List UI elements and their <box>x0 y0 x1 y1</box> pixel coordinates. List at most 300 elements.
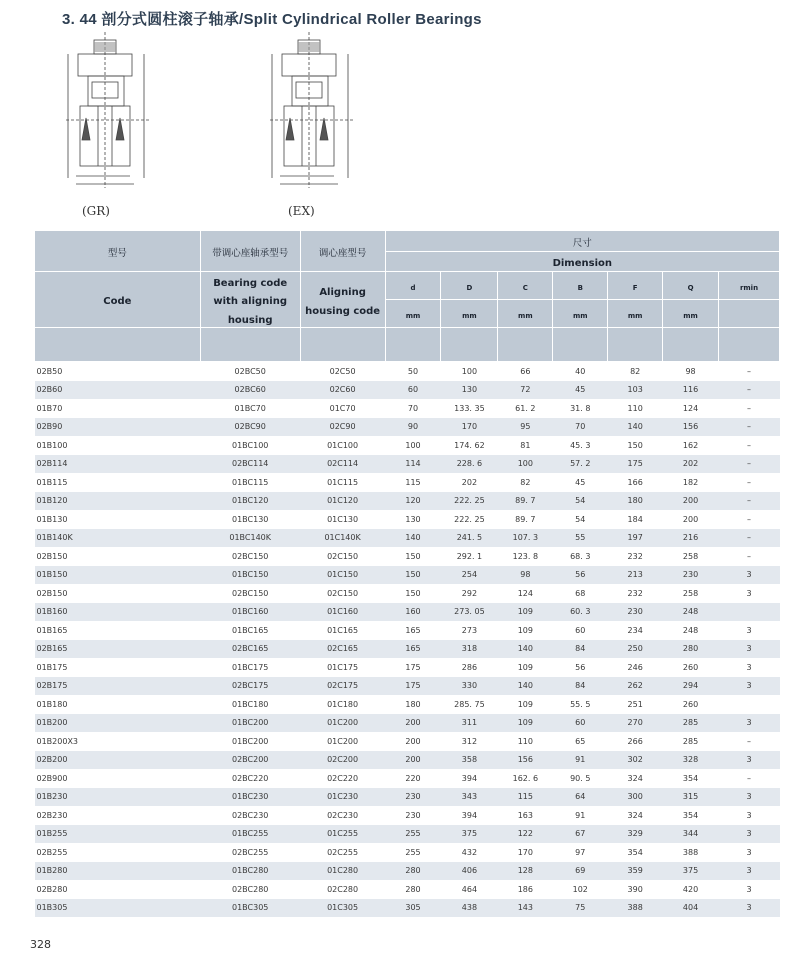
cell-F: 324 <box>627 773 643 783</box>
cell-D: 375 <box>441 825 498 844</box>
cell-bearing-code: 02BC90 <box>200 418 300 437</box>
cell-C: 89. 7 <box>515 514 536 524</box>
cell-rmin: – <box>719 381 780 400</box>
cell-housing-code: 02C150 <box>327 588 359 598</box>
table-row <box>35 714 780 733</box>
cell-D: 273. 05 <box>441 603 498 622</box>
cell-F: 213 <box>608 566 663 585</box>
cell-B: 31. 8 <box>570 403 591 413</box>
cell-bearing-code: 02BC200 <box>200 751 300 770</box>
cell-d: 305 <box>385 899 441 918</box>
cell-code: 01B255 <box>35 825 201 844</box>
cell-housing-code: 01C115 <box>327 477 359 487</box>
cell-Q: 200 <box>682 514 699 524</box>
cell-C: 109 <box>498 603 553 622</box>
cell-code: 01B175 <box>36 662 68 672</box>
cell-bearing-code: 02BC50 <box>234 366 266 376</box>
cell-C: 110 <box>517 736 533 746</box>
page-number: 328 <box>30 938 51 951</box>
cell-rmin: 3 <box>746 810 752 820</box>
cell-d: 280 <box>385 862 441 881</box>
table-row <box>35 843 780 862</box>
diagram-label-gr: (GR) <box>82 204 110 218</box>
cell-C: 72 <box>498 381 553 400</box>
cell-F: 270 <box>608 714 663 733</box>
cell-housing-code: 01C160 <box>300 603 385 622</box>
cell-Q: 182 <box>682 477 699 487</box>
cell-D: 174. 62 <box>454 440 485 450</box>
cell-d: 200 <box>385 751 441 770</box>
cell-B: 60 <box>553 714 608 733</box>
cell-d: 180 <box>405 699 421 709</box>
cell-B: 70 <box>553 418 608 437</box>
cell-bearing-code: 02BC220 <box>232 773 269 783</box>
table-row <box>35 584 780 603</box>
cell-F: 354 <box>627 847 643 857</box>
cell-d: 130 <box>405 514 421 524</box>
cell-rmin: – <box>719 492 780 511</box>
cell-F: 302 <box>608 751 663 770</box>
cell-bearing-code: 01BC280 <box>200 862 300 881</box>
cell-rmin: 3 <box>719 714 780 733</box>
cell-bearing-code: 01BC180 <box>232 699 269 709</box>
cell-code: 01B120 <box>35 492 201 511</box>
header-unit-rmin <box>719 300 780 328</box>
cell-F: 103 <box>608 381 663 400</box>
cell-B: 54 <box>553 492 608 511</box>
cell-bearing-code: 01BC305 <box>200 899 300 918</box>
table-row <box>35 806 780 825</box>
cell-code: 02B150 <box>36 551 68 561</box>
header-spacer <box>35 328 201 362</box>
cell-bearing-code: 01BC70 <box>234 403 266 413</box>
cell-rmin: – <box>747 736 751 746</box>
cell-Q: 344 <box>663 825 719 844</box>
cell-B: 45 <box>575 477 586 487</box>
cell-code: 02B230 <box>36 810 68 820</box>
cell-B: 67 <box>553 825 608 844</box>
cell-housing-code: 01C130 <box>327 514 359 524</box>
cell-D: 330 <box>441 677 498 696</box>
cell-F: 266 <box>627 736 643 746</box>
cell-housing-code: 01C150 <box>300 566 385 585</box>
cell-housing-code: 01C200 <box>300 714 385 733</box>
cell-code: 01B115 <box>36 477 68 487</box>
cell-F: 166 <box>627 477 643 487</box>
cell-code: 01B200X3 <box>36 736 79 746</box>
cell-rmin: 3 <box>746 847 752 857</box>
cell-B: 102 <box>572 884 588 894</box>
cell-rmin: 3 <box>719 788 780 807</box>
cell-code: 01B200 <box>35 714 201 733</box>
table-row <box>35 658 780 677</box>
cell-F: 232 <box>627 588 643 598</box>
table-row <box>35 436 780 455</box>
table-row <box>35 547 780 566</box>
table-row <box>35 473 780 492</box>
cell-F: 251 <box>627 699 643 709</box>
cell-F: 234 <box>627 625 643 635</box>
cell-Q: 124 <box>682 403 699 413</box>
cell-d: 140 <box>385 529 441 548</box>
cell-rmin: – <box>747 403 751 413</box>
header-col-rmin: rmin <box>719 272 780 300</box>
cell-Q: 260 <box>682 699 699 709</box>
cell-B: 55. 5 <box>570 699 591 709</box>
header-col-B: B <box>553 272 608 300</box>
cell-F: 262 <box>608 677 663 696</box>
cell-Q: 162 <box>682 440 699 450</box>
cell-d: 150 <box>405 551 421 561</box>
cell-d: 150 <box>405 588 421 598</box>
cell-Q: 258 <box>682 551 699 561</box>
cell-D: 438 <box>441 899 498 918</box>
cell-Q: 260 <box>682 662 699 672</box>
table-row <box>35 880 780 899</box>
cell-B: 45. 3 <box>570 440 591 450</box>
cell-Q: 375 <box>663 862 719 881</box>
cell-F: 197 <box>608 529 663 548</box>
cell-code: 02B90 <box>35 418 201 437</box>
cell-B: 90. 5 <box>570 773 591 783</box>
cell-D: 170 <box>441 418 498 437</box>
cell-d: 114 <box>385 455 441 474</box>
table-row <box>35 603 780 622</box>
cell-B: 56 <box>575 662 586 672</box>
cell-C: 170 <box>517 847 533 857</box>
cell-bearing-code: 02BC175 <box>200 677 300 696</box>
table-row <box>35 788 780 807</box>
cell-rmin: – <box>747 440 751 450</box>
cell-Q: 354 <box>682 810 699 820</box>
table-row <box>35 751 780 770</box>
cell-B: 68 <box>575 588 586 598</box>
cell-code: 01B70 <box>36 403 63 413</box>
cell-d: 60 <box>385 381 441 400</box>
cell-F: 359 <box>608 862 663 881</box>
header-unit-D: mm <box>441 300 498 328</box>
cell-housing-code: 01C255 <box>300 825 385 844</box>
cell-code: 02B50 <box>36 366 63 376</box>
cell-F: 250 <box>608 640 663 659</box>
cell-Q: 328 <box>663 751 719 770</box>
cell-D: 286 <box>461 662 478 672</box>
cell-bearing-code: 02BC230 <box>232 810 269 820</box>
cell-d: 50 <box>407 366 419 376</box>
cell-housing-code: 02C255 <box>327 847 359 857</box>
cell-Q: 116 <box>663 381 719 400</box>
cell-d: 120 <box>385 492 441 511</box>
cell-F: 300 <box>608 788 663 807</box>
cell-D: 318 <box>441 640 498 659</box>
cell-rmin: – <box>719 418 780 437</box>
cell-housing-code: 01C140K <box>300 529 385 548</box>
cell-F: 150 <box>627 440 643 450</box>
header-code-cn: 型号 <box>35 231 201 272</box>
table-row <box>35 418 780 437</box>
page-title: 3. 44 剖分式圆柱滚子轴承/Split Cylindrical Roller Bearings <box>62 11 482 28</box>
cell-D: 133. 35 <box>454 403 485 413</box>
cell-bearing-code: 01BC115 <box>232 477 269 487</box>
cell-D: 311 <box>441 714 498 733</box>
cell-Q: 294 <box>663 677 719 696</box>
cell-F: 232 <box>627 551 643 561</box>
cell-rmin <box>719 603 780 622</box>
cell-d: 280 <box>405 884 421 894</box>
cell-code: 01B180 <box>36 699 68 709</box>
cell-bearing-code: 01BC255 <box>200 825 300 844</box>
cell-F: 388 <box>608 899 663 918</box>
cell-bearing-code: 01BC120 <box>200 492 300 511</box>
cell-housing-code: 02C280 <box>327 884 359 894</box>
table-row <box>35 399 780 418</box>
cell-d: 165 <box>385 640 441 659</box>
cell-bearing-code: 02BC60 <box>200 381 300 400</box>
cell-d: 230 <box>405 810 421 820</box>
cell-C: 143 <box>498 899 553 918</box>
cell-C: 109 <box>517 699 533 709</box>
cell-D: 358 <box>441 751 498 770</box>
cell-Q: 98 <box>685 366 696 376</box>
cell-Q: 156 <box>663 418 719 437</box>
cell-D: 202 <box>461 477 478 487</box>
cell-C: 156 <box>498 751 553 770</box>
header-bearing-en: Bearing code with aligning housing <box>200 272 300 328</box>
cell-D: 285. 75 <box>454 699 485 709</box>
header-code-en: Code <box>35 272 201 328</box>
header-housing-en: Aligning housing code <box>300 272 385 328</box>
cell-rmin: 3 <box>719 640 780 659</box>
cell-rmin: 3 <box>719 825 780 844</box>
cell-d: 165 <box>405 625 421 635</box>
header-col-d: d <box>385 272 441 300</box>
cell-housing-code: 02C90 <box>300 418 385 437</box>
cell-B: 69 <box>553 862 608 881</box>
cell-d: 255 <box>405 847 421 857</box>
cell-C: 95 <box>498 418 553 437</box>
cell-bearing-code: 01BC130 <box>232 514 269 524</box>
table-row <box>35 566 780 585</box>
cell-Q: 248 <box>663 603 719 622</box>
cell-Q: 354 <box>682 773 699 783</box>
cell-rmin: 3 <box>719 566 780 585</box>
cell-Q: 230 <box>663 566 719 585</box>
cell-bearing-code: 01BC140K <box>200 529 300 548</box>
diagram-label-ex: (EX) <box>288 204 315 218</box>
header-unit-F: mm <box>608 300 663 328</box>
header-unit-B: mm <box>553 300 608 328</box>
cell-D: 130 <box>441 381 498 400</box>
cell-C: 100 <box>498 455 553 474</box>
cell-B: 65 <box>575 736 586 746</box>
cell-rmin <box>719 695 780 714</box>
cell-D: 292 <box>461 588 478 598</box>
cell-code: 01B100 <box>36 440 68 450</box>
cell-code: 01B160 <box>35 603 201 622</box>
cell-F: 175 <box>608 455 663 474</box>
cell-bearing-code: 02BC150 <box>232 588 269 598</box>
cell-B: 57. 2 <box>553 455 608 474</box>
cell-code: 01B140K <box>35 529 201 548</box>
cell-F: 180 <box>608 492 663 511</box>
cell-Q: 216 <box>663 529 719 548</box>
cell-rmin: 3 <box>746 884 752 894</box>
cell-housing-code: 01C280 <box>300 862 385 881</box>
header-col-D: D <box>441 272 498 300</box>
cell-bearing-code: 01BC200 <box>232 736 269 746</box>
cell-D: 343 <box>441 788 498 807</box>
cell-bearing-code: 01BC175 <box>232 662 269 672</box>
cell-B: 45 <box>553 381 608 400</box>
cell-housing-code: 02C165 <box>300 640 385 659</box>
cell-d: 160 <box>385 603 441 622</box>
header-col-C: C <box>498 272 553 300</box>
cell-rmin: 3 <box>746 662 752 672</box>
cell-housing-code: 02C60 <box>300 381 385 400</box>
cell-rmin: 3 <box>746 625 752 635</box>
cell-C: 82 <box>520 477 531 487</box>
cell-code: 01B230 <box>35 788 201 807</box>
cell-D: 292. 1 <box>456 551 483 561</box>
cell-bearing-code: 02BC150 <box>232 551 269 561</box>
header-unit-Q: mm <box>663 300 719 328</box>
cell-Q: 388 <box>682 847 699 857</box>
cell-d: 150 <box>385 566 441 585</box>
cell-C: 109 <box>517 625 533 635</box>
cell-D: 464 <box>461 884 478 894</box>
cell-B: 68. 3 <box>570 551 591 561</box>
cell-housing-code: 01C305 <box>300 899 385 918</box>
cell-housing-code: 01C200 <box>327 736 359 746</box>
cell-housing-code: 01C180 <box>327 699 359 709</box>
cell-d: 175 <box>385 677 441 696</box>
cell-D: 228. 6 <box>441 455 498 474</box>
cell-housing-code: 02C220 <box>327 773 359 783</box>
cell-D: 273 <box>461 625 478 635</box>
cell-Q: 258 <box>682 588 699 598</box>
cell-code: 02B150 <box>36 588 68 598</box>
cell-Q: 420 <box>682 884 699 894</box>
header-bearing-cn: 带调心座轴承型号 <box>200 231 300 272</box>
cell-Q: 202 <box>663 455 719 474</box>
cell-C: 124 <box>517 588 533 598</box>
header-dimension-en: Dimension <box>385 251 779 272</box>
cell-C: 128 <box>498 862 553 881</box>
cell-C: 98 <box>498 566 553 585</box>
cell-Q: 285 <box>663 714 719 733</box>
cell-housing-code: 01C175 <box>327 662 359 672</box>
cell-C: 66 <box>520 366 531 376</box>
cell-B: 84 <box>553 677 608 696</box>
cell-bearing-code: 02BC280 <box>232 884 269 894</box>
cell-F: 110 <box>627 403 643 413</box>
table-row <box>35 862 780 881</box>
cell-F: 82 <box>630 366 641 376</box>
cell-code: 01B130 <box>36 514 68 524</box>
cell-rmin: 3 <box>719 862 780 881</box>
cell-B: 40 <box>575 366 586 376</box>
table-row <box>35 529 780 548</box>
cell-B: 55 <box>553 529 608 548</box>
cell-C: 109 <box>498 714 553 733</box>
header-unit-d: mm <box>385 300 441 328</box>
cell-housing-code: 01C230 <box>300 788 385 807</box>
cell-C: 140 <box>498 640 553 659</box>
cell-B: 97 <box>575 847 586 857</box>
cell-code: 02B175 <box>35 677 201 696</box>
cell-code: 02B200 <box>35 751 201 770</box>
cell-rmin: – <box>747 773 751 783</box>
cell-code: 02B900 <box>36 773 68 783</box>
cell-F: 140 <box>608 418 663 437</box>
cell-rmin: 3 <box>719 751 780 770</box>
cell-F: 390 <box>627 884 643 894</box>
cell-housing-code: 01C100 <box>327 440 359 450</box>
header-housing-cn: 调心座型号 <box>300 231 385 272</box>
bearing-diagram-gr <box>58 28 158 198</box>
bearing-diagram-ex <box>262 28 362 198</box>
cell-B: 64 <box>553 788 608 807</box>
cell-housing-code: 02C50 <box>329 366 356 376</box>
cell-d: 200 <box>405 736 421 746</box>
cell-D: 241. 5 <box>441 529 498 548</box>
cell-Q: 315 <box>663 788 719 807</box>
header-col-F: F <box>608 272 663 300</box>
cell-housing-code: 02C230 <box>327 810 359 820</box>
cell-housing-code: 01C165 <box>327 625 359 635</box>
cell-B: 56 <box>553 566 608 585</box>
cell-Q: 200 <box>663 492 719 511</box>
cell-housing-code: 02C200 <box>300 751 385 770</box>
cell-code: 01B150 <box>35 566 201 585</box>
cell-code: 02B60 <box>35 381 201 400</box>
table-row <box>35 455 780 474</box>
cell-rmin: – <box>719 455 780 474</box>
table-row <box>35 362 780 381</box>
cell-F: 184 <box>627 514 643 524</box>
cell-code: 02B255 <box>36 847 68 857</box>
table-row <box>35 769 780 788</box>
cell-C: 122 <box>498 825 553 844</box>
cell-d: 175 <box>405 662 421 672</box>
cell-D: 394 <box>461 810 478 820</box>
cell-B: 54 <box>575 514 586 524</box>
cell-rmin: – <box>747 514 751 524</box>
table-row <box>35 381 780 400</box>
cell-code: 01B280 <box>35 862 201 881</box>
cell-rmin: 3 <box>719 899 780 918</box>
cell-D: 254 <box>441 566 498 585</box>
cell-housing-code: 02C114 <box>300 455 385 474</box>
table-row <box>35 510 780 529</box>
cell-d: 115 <box>405 477 421 487</box>
table-row <box>35 695 780 714</box>
cell-housing-code: 01C120 <box>300 492 385 511</box>
cell-rmin: 3 <box>746 588 752 598</box>
cell-bearing-code: 01BC150 <box>200 566 300 585</box>
cell-code: 02B114 <box>35 455 201 474</box>
cell-B: 60 <box>575 625 586 635</box>
cell-C: 89. 7 <box>498 492 553 511</box>
cell-rmin: – <box>747 551 751 561</box>
cell-rmin: – <box>747 477 751 487</box>
cell-C: 115 <box>498 788 553 807</box>
cell-rmin: – <box>719 529 780 548</box>
cell-C: 109 <box>517 662 533 672</box>
header-dimension-cn: 尺寸 <box>385 231 779 252</box>
cell-code: 02B280 <box>36 884 68 894</box>
cell-bearing-code: 01BC165 <box>232 625 269 635</box>
